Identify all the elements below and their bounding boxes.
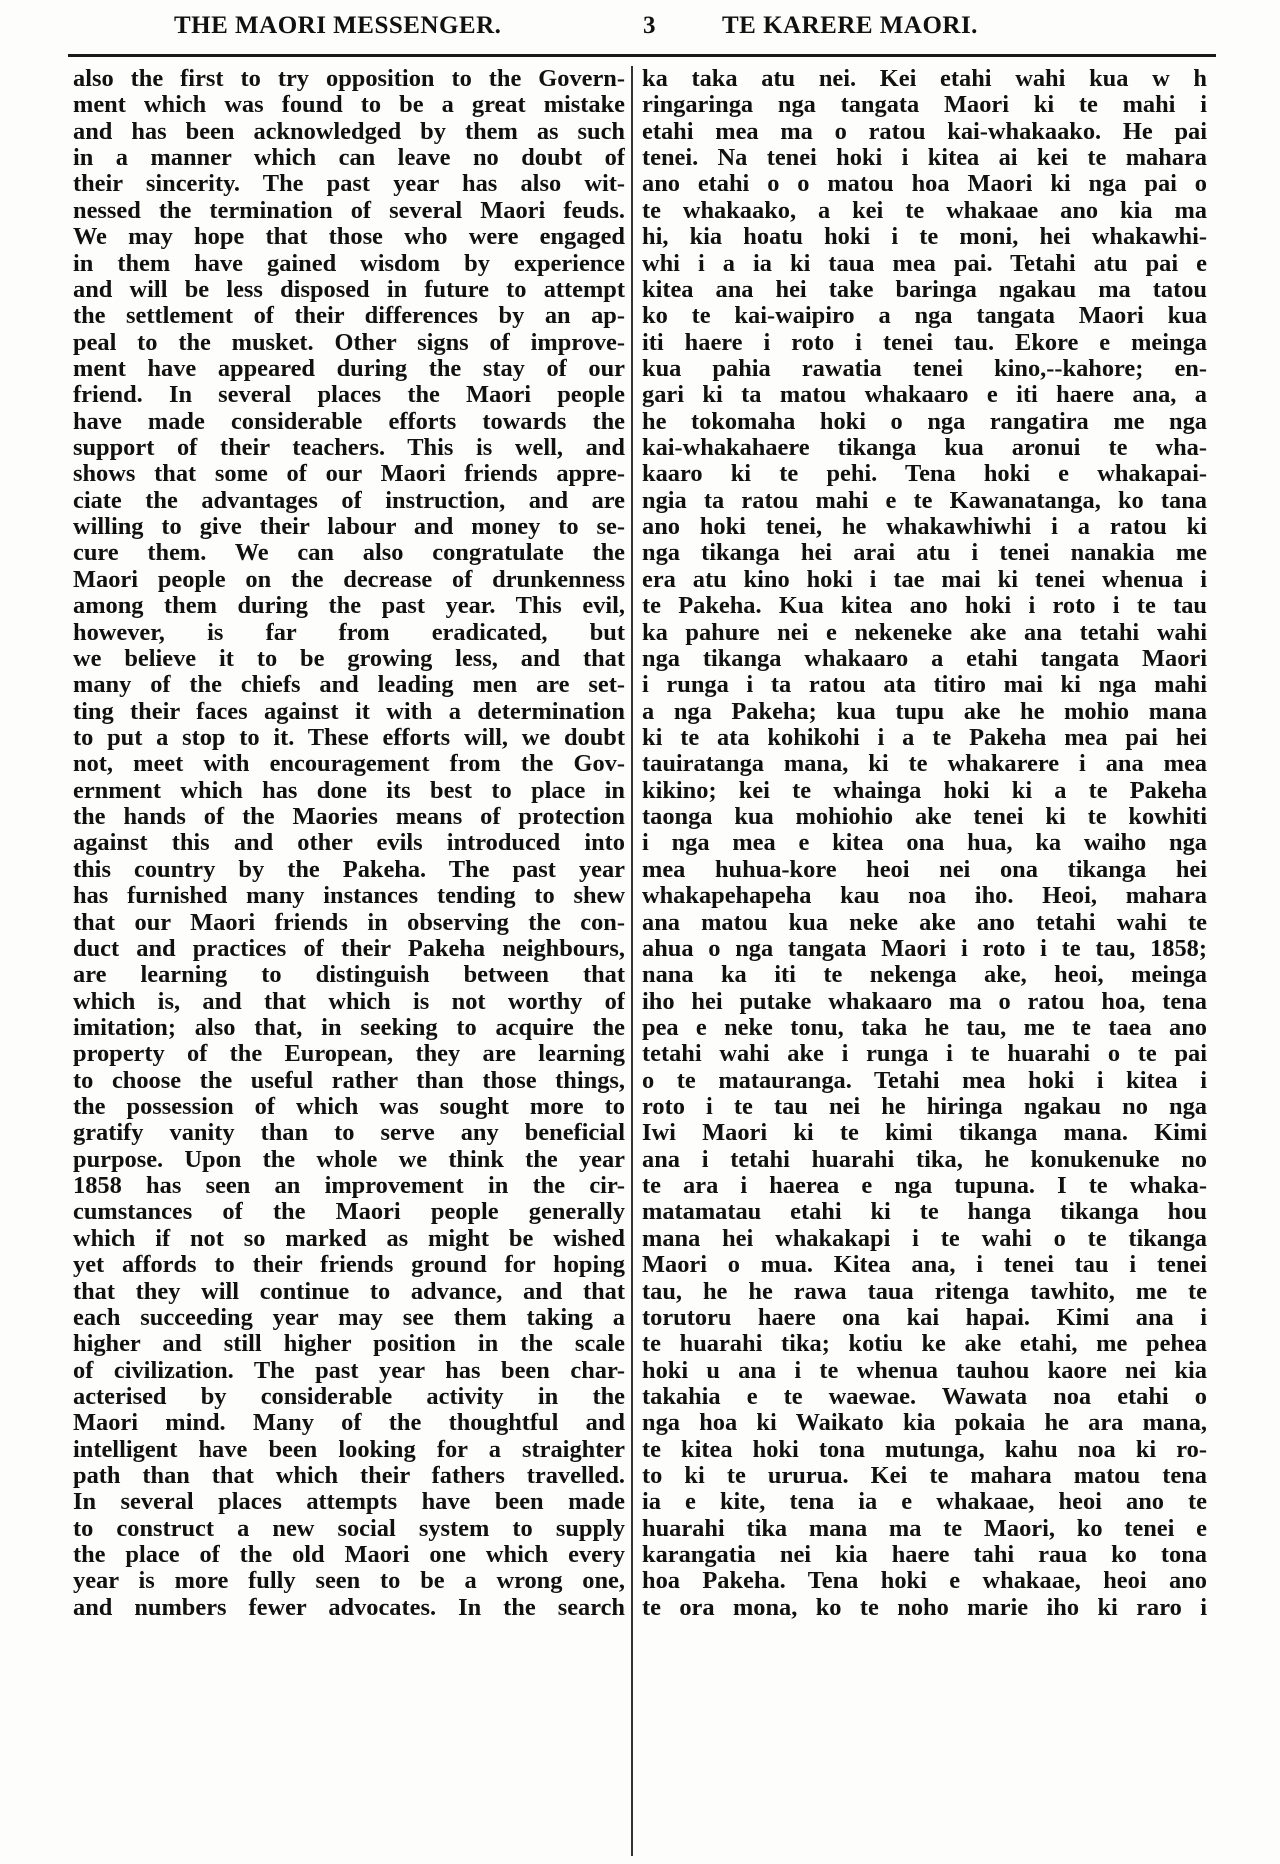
text-line: the possession of which was sought more to bbox=[73, 1094, 625, 1121]
text-line: the settlement of their differences by an ap- bbox=[73, 303, 625, 330]
text-line: tenei. Na tenei hoki i kitea ai kei te mahara bbox=[642, 145, 1207, 172]
text-line: the hands of the Maories means of protection bbox=[73, 804, 625, 831]
text-line: purpose. Upon the whole we think the year bbox=[73, 1146, 625, 1173]
text-line: ia e kite, tena ia e whakaae, heoi ano te bbox=[642, 1489, 1207, 1516]
text-line: friend. In several places the Maori people bbox=[73, 382, 625, 409]
text-line: support of their teachers. This is well, and bbox=[73, 435, 625, 462]
text-line: i runga i ta ratou ata titiro mai ki nga mahi bbox=[642, 672, 1207, 699]
text-line: roto i te tau nei he hiringa ngakau no nga bbox=[642, 1094, 1207, 1121]
text-line: against this and other evils introduced into bbox=[73, 830, 625, 857]
text-line: te Pakeha. Kua kitea ano hoki i roto i te tau bbox=[642, 593, 1207, 620]
header-rule bbox=[68, 54, 1216, 57]
text-line: each succeeding year may see them taking a bbox=[73, 1304, 625, 1331]
text-line: duct and practices of their Pakeha neighbours, bbox=[73, 935, 625, 962]
text-line: tau, he he rawa taua ritenga tawhito, me te bbox=[642, 1278, 1207, 1305]
text-line: taonga kua mohiohio ake tenei ki te kowhiti bbox=[642, 804, 1207, 831]
text-line: Maori people on the decrease of drunkenness bbox=[73, 566, 625, 593]
text-line: that they will continue to advance, and that bbox=[73, 1278, 625, 1305]
text-line: imitation; also that, in seeking to acquire the bbox=[73, 1014, 625, 1041]
text-line: to choose the useful rather than those things, bbox=[73, 1067, 625, 1094]
text-line: te ora mona, ko te noho marie iho ki raro i bbox=[642, 1594, 1207, 1621]
text-line: ngia ta ratou mahi e te Kawanatanga, ko tana bbox=[642, 487, 1207, 514]
text-line: to put a stop to it. These efforts will, we doubt bbox=[73, 724, 625, 751]
text-line: iho hei putake whakaaro ma o ratou hoa, tena bbox=[642, 988, 1207, 1015]
text-line: yet affords to their friends ground for hoping bbox=[73, 1252, 625, 1279]
text-line: their sincerity. The past year has also wit- bbox=[73, 171, 625, 198]
text-line: nga hoa ki Waikato kia pokaia he ara mana, bbox=[642, 1410, 1207, 1437]
text-line: in a manner which can leave no doubt of bbox=[73, 145, 625, 172]
text-line: We may hope that those who were engaged bbox=[73, 224, 625, 251]
text-line: 1858 has seen an improvement in the cir- bbox=[73, 1173, 625, 1200]
text-line: etahi mea ma o ratou kai-whakaako. He pai bbox=[642, 118, 1207, 145]
text-line: the place of the old Maori one which every bbox=[73, 1542, 625, 1569]
text-line: kikino; kei te whainga hoki ki a te Pakeha bbox=[642, 777, 1207, 804]
maori-column bbox=[642, 66, 1207, 1621]
text-line: and will be less disposed in future to attempt bbox=[73, 276, 625, 303]
text-line: this country by the Pakeha. The past year bbox=[73, 856, 625, 883]
text-line: property of the European, they are learning bbox=[73, 1041, 625, 1068]
text-line: we believe it to be growing less, and that bbox=[73, 645, 625, 672]
maori-masthead: TE KARERE MAORI. bbox=[722, 12, 978, 39]
text-line: mea huhua-kore heoi nei ona tikanga hei bbox=[642, 856, 1207, 883]
text-line: pea e neke tonu, taka he tau, me te taea ano bbox=[642, 1014, 1207, 1041]
text-line: tetahi wahi ake i runga i te huarahi o te pai bbox=[642, 1041, 1207, 1068]
text-line: cumstances of the Maori people generally bbox=[73, 1199, 625, 1226]
text-line: te huarahi tika; kotiu ke ake etahi, me pehea bbox=[642, 1331, 1207, 1358]
text-line: which if not so marked as might be wished bbox=[73, 1225, 625, 1252]
text-line: ment which was found to be a great mistake bbox=[73, 92, 625, 119]
text-line: many of the chiefs and leading men are set- bbox=[73, 672, 625, 699]
text-line: ernment which has done its best to place in bbox=[73, 777, 625, 804]
text-line: nana ka iti te nekenga ake, heoi, meinga bbox=[642, 962, 1207, 989]
text-line: acterised by considerable activity in the bbox=[73, 1383, 625, 1410]
text-line: Iwi Maori ki te kimi tikanga mana. Kimi bbox=[642, 1120, 1207, 1147]
text-line: ano hoki tenei, he whakawhiwhi i a ratou ki bbox=[642, 514, 1207, 541]
text-line: and numbers fewer advocates. In the search bbox=[73, 1594, 625, 1621]
text-line: that our Maori friends in observing the con- bbox=[73, 909, 625, 936]
text-line: ko te kai-waipiro a nga tangata Maori kua bbox=[642, 303, 1207, 330]
text-line: tauiratanga mana, ki te whakarere i ana mea bbox=[642, 751, 1207, 778]
text-line: also the first to try opposition to the Govern- bbox=[73, 66, 625, 92]
text-line: not, meet with encouragement from the Gov- bbox=[73, 751, 625, 778]
text-line: ana i tetahi huarahi tika, he konukenuke no bbox=[642, 1146, 1207, 1173]
text-line: willing to give their labour and money to se- bbox=[73, 514, 625, 541]
text-line: to construct a new social system to supply bbox=[73, 1515, 625, 1542]
text-line: te ara i haerea e nga tupuna. I te whaka- bbox=[642, 1173, 1207, 1200]
text-line: gratify vanity than to serve any beneficial bbox=[73, 1120, 625, 1147]
text-line: ringaringa nga tangata Maori ki te mahi i bbox=[642, 92, 1207, 119]
text-line: ana matou kua neke ake ano tetahi wahi te bbox=[642, 909, 1207, 936]
text-line: year is more fully seen to be a wrong one, bbox=[73, 1568, 625, 1595]
page-number: 3 bbox=[643, 12, 656, 39]
text-line: kai-whakahaere tikanga kua aronui te wha- bbox=[642, 435, 1207, 462]
text-line: has furnished many instances tending to shew bbox=[73, 883, 625, 910]
text-line: ahua o nga tangata Maori i roto i te tau, 1858; bbox=[642, 935, 1207, 962]
text-line: shows that some of our Maori friends appre- bbox=[73, 461, 625, 488]
text-line: Maori o mua. Kitea ana, i tenei tau i tenei bbox=[642, 1252, 1207, 1279]
text-line: peal to the musket. Other signs of improve- bbox=[73, 329, 625, 356]
text-line: ciate the advantages of instruction, and are bbox=[73, 487, 625, 514]
text-line: matamatau etahi ki te hanga tikanga hou bbox=[642, 1199, 1207, 1226]
text-line: are learning to distinguish between that bbox=[73, 962, 625, 989]
text-line: nga tikanga whakaaro a etahi tangata Maori bbox=[642, 645, 1207, 672]
text-line: cure them. We can also congratulate the bbox=[73, 540, 625, 567]
text-line: have made considerable efforts towards the bbox=[73, 408, 625, 435]
text-line: te kitea hoki tona mutunga, kahu noa ki ro- bbox=[642, 1436, 1207, 1463]
text-line: iti haere i roto i tenei tau. Ekore e meinga bbox=[642, 329, 1207, 356]
text-line: kitea ana hei take baringa ngakau ma tatou bbox=[642, 276, 1207, 303]
text-line: in them have gained wisdom by experience bbox=[73, 250, 625, 277]
text-line: nga tikanga hei arai atu i tenei nanakia me bbox=[642, 540, 1207, 567]
text-line: Maori mind. Many of the thoughtful and bbox=[73, 1410, 625, 1437]
text-line: torutoru haere ona kai hapai. Kimi ana i bbox=[642, 1304, 1207, 1331]
text-line: i nga mea e kitea ona hua, ka waiho nga bbox=[642, 830, 1207, 857]
text-line: a nga Pakeha; kua tupu ake he mohio mana bbox=[642, 698, 1207, 725]
text-line: of civilization. The past year has been char- bbox=[73, 1357, 625, 1384]
text-line: to ki te ururua. Kei te mahara matou tena bbox=[642, 1463, 1207, 1490]
text-line: nessed the termination of several Maori feuds. bbox=[73, 197, 625, 224]
text-line: hoa Pakeha. Tena hoki e whakaae, heoi ano bbox=[642, 1568, 1207, 1595]
text-line: takahia e te waewae. Wawata noa etahi o bbox=[642, 1383, 1207, 1410]
text-line: o te matauranga. Tetahi mea hoki i kitea i bbox=[642, 1067, 1207, 1094]
english-column bbox=[73, 66, 625, 1621]
column-divider bbox=[631, 66, 633, 1856]
text-line: ting their faces against it with a determination bbox=[73, 698, 625, 725]
text-line: and has been acknowledged by them as such bbox=[73, 118, 625, 145]
text-line: te whakaako, a kei te whakaae ano kia ma bbox=[642, 197, 1207, 224]
text-line: ka pahure nei e nekeneke ake ana tetahi wahi bbox=[642, 619, 1207, 646]
text-line: mana hei whakakapi i te wahi o te tikanga bbox=[642, 1225, 1207, 1252]
text-line: higher and still higher position in the scale bbox=[73, 1331, 625, 1358]
text-line: karangatia nei kia haere tahi raua ko tona bbox=[642, 1542, 1207, 1569]
text-line: hoki u ana i te whenua tauhou kaore nei kia bbox=[642, 1357, 1207, 1384]
text-line: ment have appeared during the stay of our bbox=[73, 355, 625, 382]
text-line: kua pahia rawatia tenei kino,--kahore; en- bbox=[642, 355, 1207, 382]
text-line: he tokomaha hoki o nga rangatira me nga bbox=[642, 408, 1207, 435]
text-line: whi i a ia ki taua mea pai. Tetahi atu pai e bbox=[642, 250, 1207, 277]
text-line: which is, and that which is not worthy of bbox=[73, 988, 625, 1015]
text-line: gari ki ta matou whakaaro e iti haere ana, a bbox=[642, 382, 1207, 409]
text-line: intelligent have been looking for a straighter bbox=[73, 1436, 625, 1463]
page-header bbox=[70, 8, 1200, 48]
text-line: however, is far from eradicated, but bbox=[73, 619, 625, 646]
text-line: ano etahi o o matou hoa Maori ki nga pai o bbox=[642, 171, 1207, 198]
text-line: huarahi tika mana ma te Maori, ko tenei e bbox=[642, 1515, 1207, 1542]
text-line: ki te ata kohikohi i a te Pakeha mea pai hei bbox=[642, 724, 1207, 751]
text-line: kaaro ki te pehi. Tena hoki e whakapai- bbox=[642, 461, 1207, 488]
text-line: among them during the past year. This evil, bbox=[73, 593, 625, 620]
english-masthead: THE MAORI MESSENGER. bbox=[174, 12, 502, 39]
text-line: hi, kia hoatu hoki i te moni, hei whakawhi- bbox=[642, 224, 1207, 251]
text-line: ka taka atu nei. Kei etahi wahi kua w h bbox=[642, 66, 1207, 92]
text-line: In several places attempts have been made bbox=[73, 1489, 625, 1516]
text-line: path than that which their fathers travelled. bbox=[73, 1463, 625, 1490]
text-line: whakapehapeha kau noa iho. Heoi, mahara bbox=[642, 883, 1207, 910]
text-line: era atu kino hoki i tae mai ki tenei whenua i bbox=[642, 566, 1207, 593]
